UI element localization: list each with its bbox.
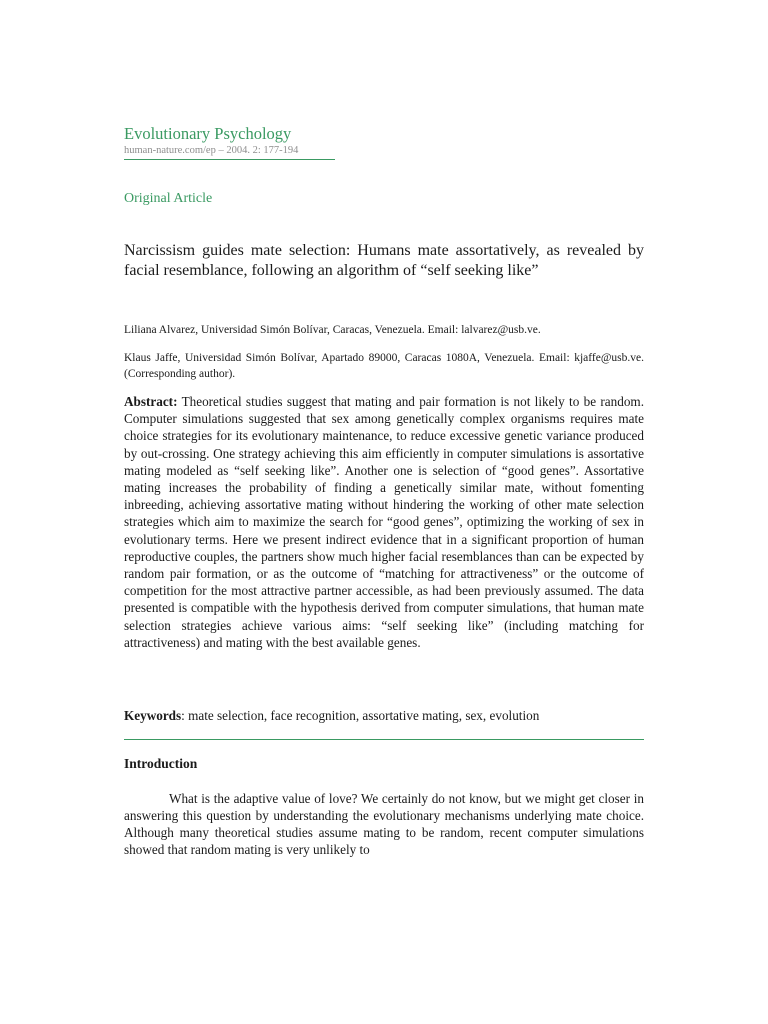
abstract-text: Theoretical studies suggest that mating and pair formation is not likely to be random. Computer simulations suggested that sex among genetically complex organisms requires mate choice strategies for its evolutionary maintenance, to reduce excessive genetic variance produced by out-crossing. One strategy achieving this aim efficiently in computer simulations is assortative mating modeled as “self seeking like”. Another one is selection of “good genes”. Assortative mating increases the probability of finding a genetically similar mate, without fomenting inbreeding, achieving assortative mating without hindering the working of other mate selection strategies which aim to maximize the search for “good genes”, optimizing the working of sex in evolutionary terms. Here we present indirect evidence that in a significant proportion of human reproductive couples, the partners show much higher facial resemblances than can be expected by random pair formation, or as the outcome of “matching for attractiveness” or the outcome of competition for the most attractive partner accessible, as had been previously assumed. The data presented is compatible with the hypothesis derived from computer simulations, that human mate selection strategies achieve various aims: “self seeking like” (including matching for attractiveness) and mating with the best available genes. (124, 394, 644, 650)
author-affiliation-1: Liliana Alvarez, Universidad Simón Bolívar, Caracas, Venezuela. Email: lalvarez@usb.ve. (124, 324, 541, 336)
author-affiliation-2: Klaus Jaffe, Universidad Simón Bolívar, Apartado 89000, Caracas 1080A, Venezuela. Email: kjaffe@usb.ve. (Corresponding author). (124, 352, 644, 380)
keywords-text: : mate selection, face recognition, assortative mating, sex, evolution (181, 708, 540, 723)
abstract-label: Abstract: (124, 394, 178, 409)
keywords-label: Keywords (124, 708, 182, 723)
keywords (124, 707, 644, 724)
section-divider (124, 739, 644, 740)
article-type: Original Article (124, 191, 213, 206)
journal-reference: human-nature.com/ep – 2004. 2: 177-194 (124, 145, 335, 160)
introduction-heading: Introduction (124, 756, 198, 771)
introduction-text: What is the adaptive value of love? We certainly do not know, but we might get closer in answering this question by understanding the evolutionary mechanisms underlying mate choice. Although many theoretical studies assume mating to be random, recent computer simulations showed that random mating is very unlikely to (124, 791, 644, 857)
abstract (124, 393, 644, 651)
article-title: Narcissism guides mate selection: Humans mate assortatively, as revealed by facial resemblance, following an algorithm of “self seeking like” (124, 242, 644, 279)
journal-name: Evolutionary Psychology (124, 124, 292, 143)
